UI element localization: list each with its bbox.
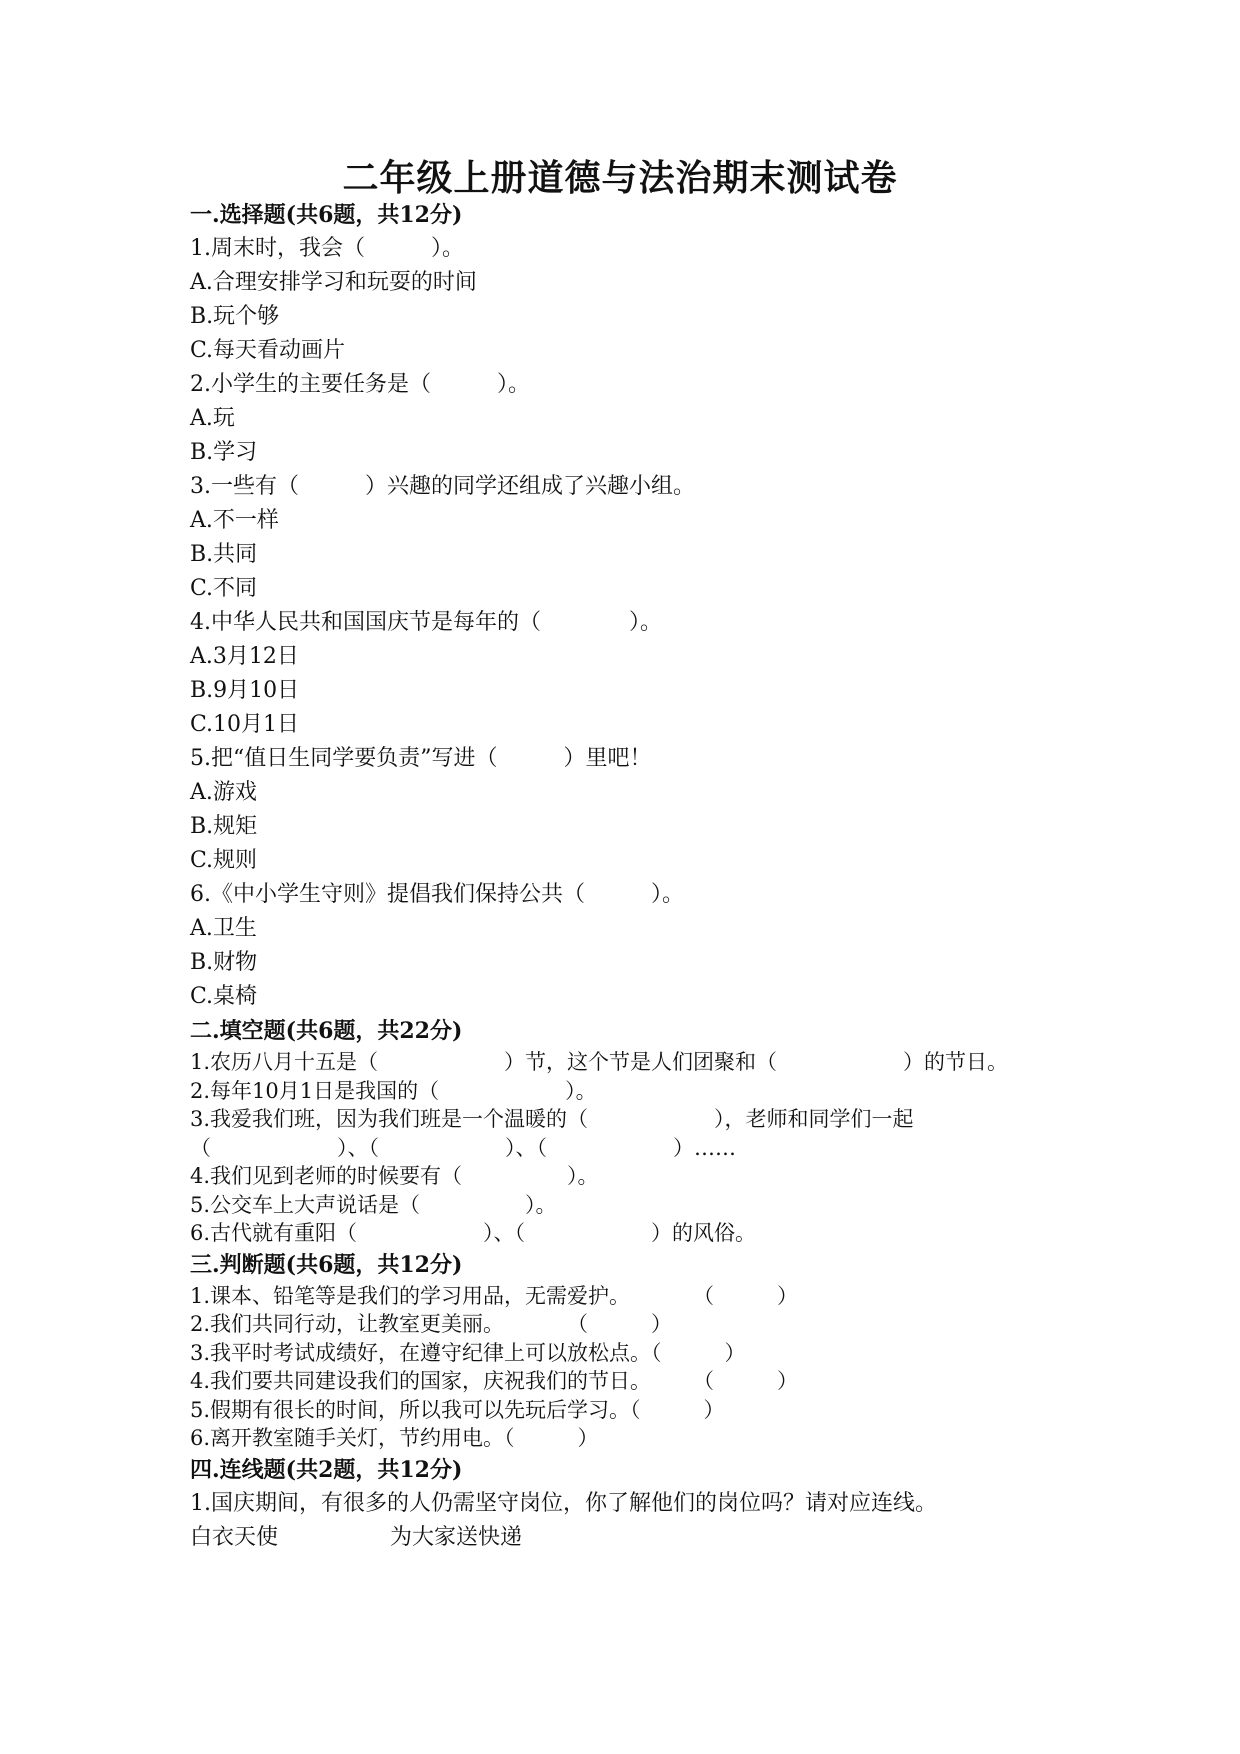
judge-question: 3.我平时考试成绩好，在遵守纪律上可以放松点。（ ） [190,1340,746,1365]
option-line: C.不同 [190,576,258,601]
judge-question: 2.我们共同行动，让教室更美丽。 （ ） [190,1312,673,1336]
option-line: B.9月10日 [190,678,300,703]
option-line: B.规矩 [190,814,258,839]
page-title: 二年级上册道德与法治期末测试卷 [342,157,898,199]
question-line: 4.中华人民共和国国庆节是每年的（ ）。 [190,610,662,635]
option-line: A.3月12日 [190,644,299,669]
option-line: A.不一样 [190,508,279,533]
fill-question: 1.农历八月十五是（ ）节，这个节是人们团聚和（ ）的节日。 [190,1050,1009,1074]
question-line: 5.把“值日生同学要负责”写进（ ）里吧！ [190,746,652,771]
match-left-item: 白衣天使 [190,1524,279,1550]
question-line: 6.《中小学生守则》提倡我们保持公共（ ）。 [190,882,684,907]
fill-question: 2.每年10月1日是我国的（ ）。 [190,1078,597,1103]
judge-question: 1.课本、铅笔等是我们的学习用品，无需爱护。 （ ） [190,1283,799,1308]
option-line: A.合理安排学习和玩耍的时间 [190,270,477,295]
section-heading-match: 四.连线题(共2题，共12分) [190,1456,463,1483]
match-row [190,1521,1070,1555]
judge-question: 5.假期有很长的时间，所以我可以先玩后学习。（ ） [190,1397,725,1422]
fill-question: 6.古代就有重阳（ ）、（ ）的风俗。 [190,1221,757,1245]
option-line: A.卫生 [190,916,257,941]
match-right-item: 为大家送快递 [390,1524,523,1550]
section-heading-choice: 一.选择题(共6题，共12分) [190,202,463,228]
option-line: B.学习 [190,440,258,465]
exam-content [190,198,1070,1555]
question-line: 1.周末时，我会（ ）。 [190,236,464,261]
option-line: C.10月1日 [190,712,300,737]
judge-question: 6.离开教室随手关灯，节约用电。（ ） [190,1426,599,1450]
fill-question: 3.我爱我们班，因为我们班是一个温暖的（ ），老师和同学们一起（ ）、（ ）、（ ）…… [190,1107,914,1160]
option-line: C.每天看动画片 [190,338,346,363]
question-line: 2.小学生的主要任务是（ ）。 [190,372,530,397]
option-line: B.财物 [190,950,258,975]
judge-question: 4.我们要共同建设我们的国家，庆祝我们的节日。 （ ） [190,1369,799,1393]
fill-question: 4.我们见到老师的时候要有（ ）。 [190,1164,599,1188]
option-line: C.桌椅 [190,984,258,1009]
section-heading-judge: 三.判断题(共6题，共12分) [190,1251,463,1278]
option-line: A.玩 [190,406,235,431]
option-line: B.共同 [190,542,258,567]
question-line: 3.一些有（ ）兴趣的同学还组成了兴趣小组。 [190,474,695,499]
fill-question: 5.公交车上大声说话是（ ）。 [190,1192,557,1217]
option-line: C.规则 [190,848,258,873]
section-heading-fill: 二.填空题(共6题，共22分) [190,1018,463,1044]
match-question: 1.国庆期间，有很多的人仍需坚守岗位，你了解他们的岗位吗？请对应连线。 [190,1490,937,1516]
option-line: A.游戏 [190,780,257,805]
option-line: B.玩个够 [190,304,280,329]
